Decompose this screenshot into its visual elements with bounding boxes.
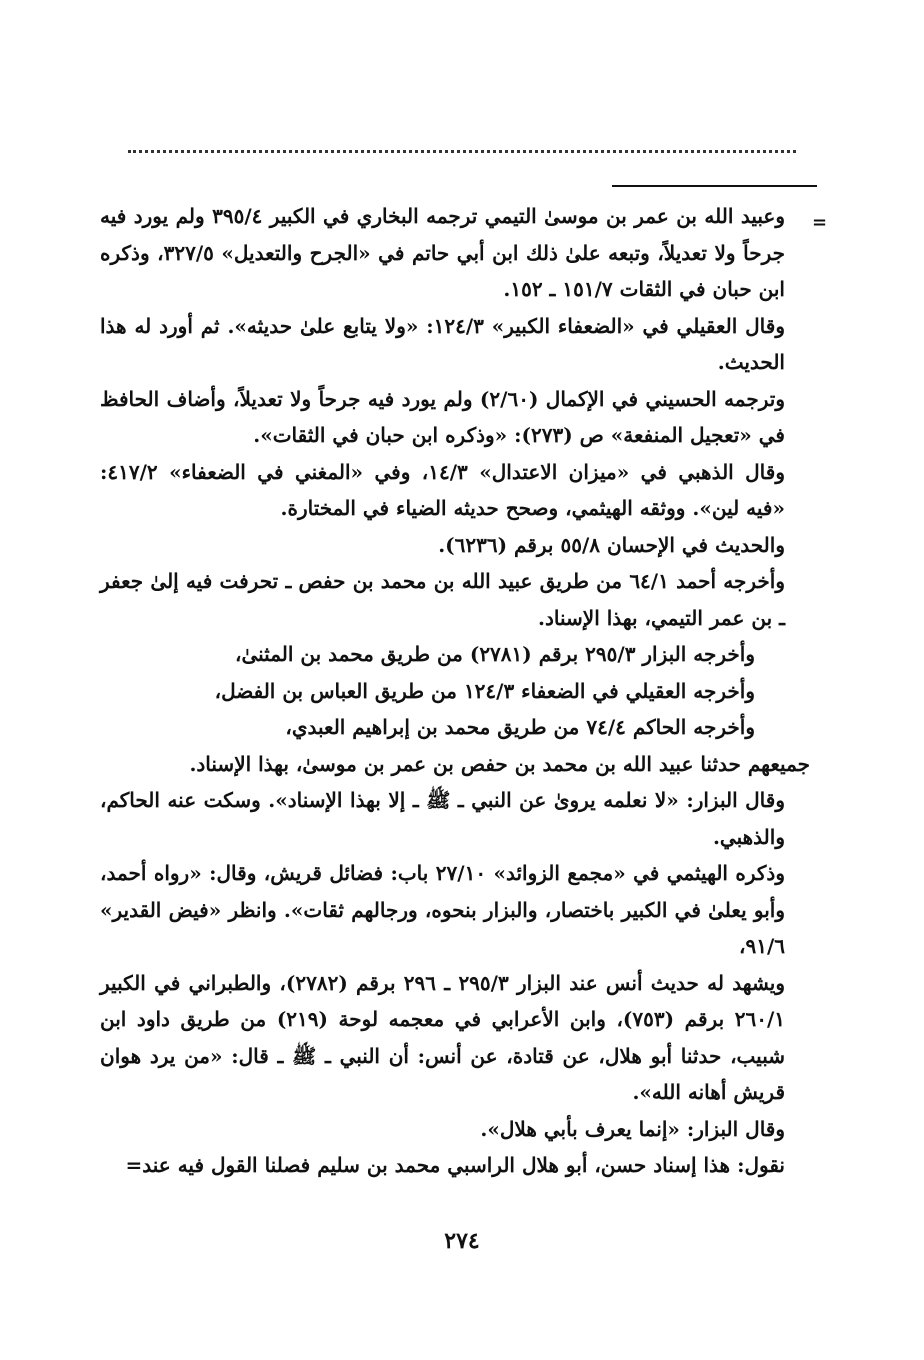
paragraph: وقال الذهبي في «ميزان الاعتدال» ١٤/٣، وفي «المغني في الضعفاء» ٤١٧/٢: «فيه لين». ووثقه الهيثمي، وصحح حديثه الضياء في المختارة. — [100, 459, 785, 520]
continuation-marker: = — [812, 212, 828, 233]
paragraph: وذكره الهيثمي في «مجمع الزوائد» ٢٧/١٠ باب: فضائل قريش، وقال: «رواه أحمد، وأبو يعلىٰ في الكبير باختصار، والبزار بنحوه، ورجالهم ثقات». وانظر «فيض القدير» ٩١/٦، — [100, 861, 785, 958]
paragraph: ويشهد له حديث أنس عند البزار ٢٩٥/٣ ـ ٢٩٦ برقم (٢٧٨٢)، والطبراني في الكبير ٢٦٠/١ برقم (٧٥٣)، وابن الأعرابي في معجمه لوحة (٢١٩) من طريق داود ابن شبيب، حدثنا أبو هلال، عن قتادة، عن أنس: أن النبي ـ ﷺ ـ قال: «من يرد هوان قريش أهانه الله». — [100, 970, 786, 1104]
dotted-separator — [128, 150, 796, 153]
paragraph: وقال البزار: «لا نعلمه يروىٰ عن النبي ـ ﷺ ـ إلا بهذا الإسناد». وسكت عنه الحاكم، والذهبي. — [100, 788, 785, 849]
paragraph: وعبيد الله بن عمر بن موسىٰ التيمي ترجمه البخاري في الكبير ٣٩٥/٤ ولم يورد فيه جرحاً ولا تعديلاً، وتبعه علىٰ ذلك ابن أبي حاتم في «الجرح والتعديل» ٣٢٧/٥، وذكره ابن حبان في الثقات ١٥١/٧ ـ ١٥٢. — [100, 204, 785, 301]
paragraph: وأخرجه أحمد ٦٤/١ من طريق عبيد الله بن محمد بن حفص ـ تحرفت فيه إلىٰ جعفر ـ بن عمر التيمي، بهذا الإسناد. — [100, 569, 785, 630]
paragraph: نقول: هذا إسناد حسن، أبو هلال الراسبي محمد بن سليم فصلنا القول فيه عند= — [125, 1153, 785, 1177]
sub-paragraph: وأخرجه البزار ٢٩٥/٣ برقم (٢٧٨١) من طريق محمد بن المثنىٰ، — [235, 642, 755, 666]
paragraph: والحديث في الإحسان ٥٥/٨ برقم (٦٢٣٦). — [438, 532, 785, 557]
page-number: ٢٧٤ — [444, 1228, 480, 1254]
paragraph: وقال العقيلي في «الضعفاء الكبير» ١٢٤/٣: «ولا يتابع علىٰ حديثه». ثم أورد له هذا الحديث. — [100, 313, 785, 374]
sub-paragraph: وأخرجه الحاكم ٧٤/٤ من طريق محمد بن إبراهيم العبدي، — [285, 715, 755, 739]
paragraph: جميعهم حدثنا عبيد الله بن محمد بن حفص بن عمر بن موسىٰ، بهذا الإسناد. — [189, 751, 810, 776]
paragraph: وقال البزار: «إنما يعرف بأبي هلال». — [480, 1116, 785, 1141]
footnote-text — [100, 198, 810, 1184]
paragraph: وترجمه الحسيني في الإكمال (٢/٦٠) ولم يورد فيه جرحاً ولا تعديلاً، وأضاف الحافظ في «تعجيل المنفعة» ص (٢٧٣): «وذكره ابن حبان في الثقات». — [100, 386, 785, 447]
sub-paragraph: وأخرجه العقيلي في الضعفاء ١٢٤/٣ من طريق العباس بن الفضل، — [214, 678, 755, 703]
footnote-rule — [612, 185, 817, 187]
